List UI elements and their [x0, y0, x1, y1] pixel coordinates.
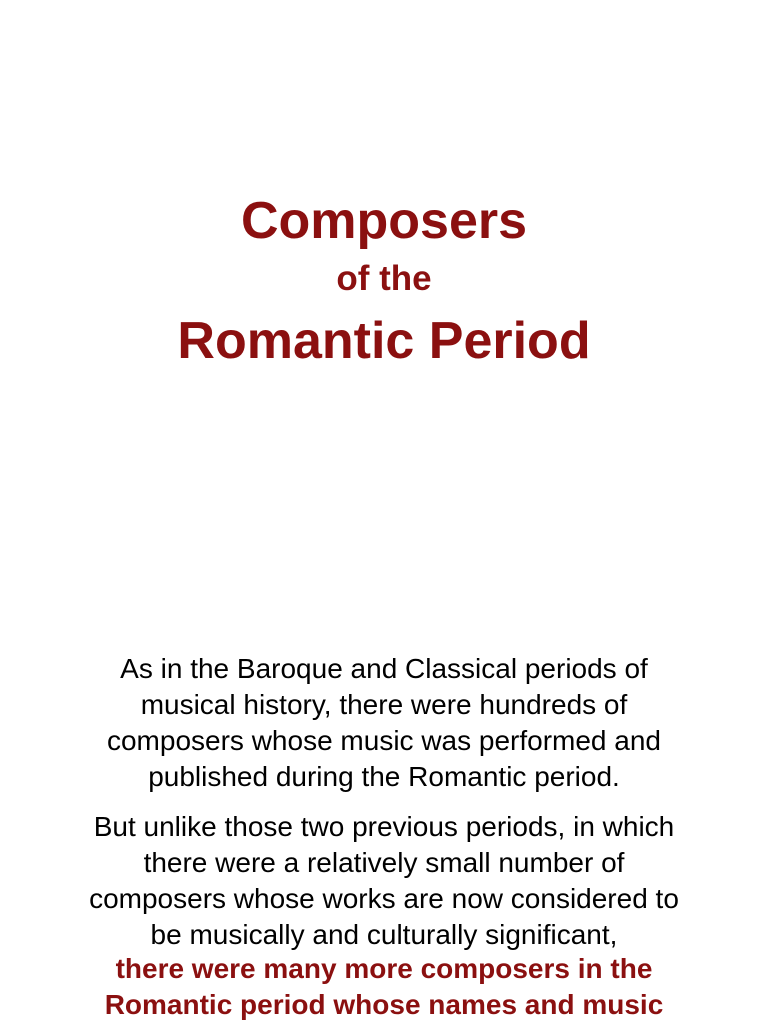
paragraph-1-line: As in the Baroque and Classical periods of [120, 653, 648, 684]
paragraph-1 [0, 651, 768, 795]
paragraph-1-line: musical history, there were hundreds of [140, 689, 628, 720]
slide-title-connector: of the [336, 259, 432, 298]
emphasis-paragraph [0, 951, 768, 1023]
paragraph-2-line: But unlike those two previous periods, in which [93, 811, 675, 842]
paragraph-2 [0, 809, 768, 953]
slide-title-period: Romantic Period [177, 312, 591, 370]
paragraph-1-line: published during the Romantic period. [148, 761, 620, 792]
paragraph-2-line: composers whose works are now considered to [89, 883, 679, 914]
paragraph-1-line: composers whose music was performed and [106, 725, 661, 756]
emphasis-line: there were many more composers in the [115, 953, 653, 984]
slide-title: Composers [240, 192, 528, 250]
paragraph-2-line: there were a relatively small number of [143, 847, 625, 878]
paragraph-2-line: be musically and culturally significant, [150, 919, 618, 950]
emphasis-line: Romantic period whose names and music [104, 989, 664, 1020]
